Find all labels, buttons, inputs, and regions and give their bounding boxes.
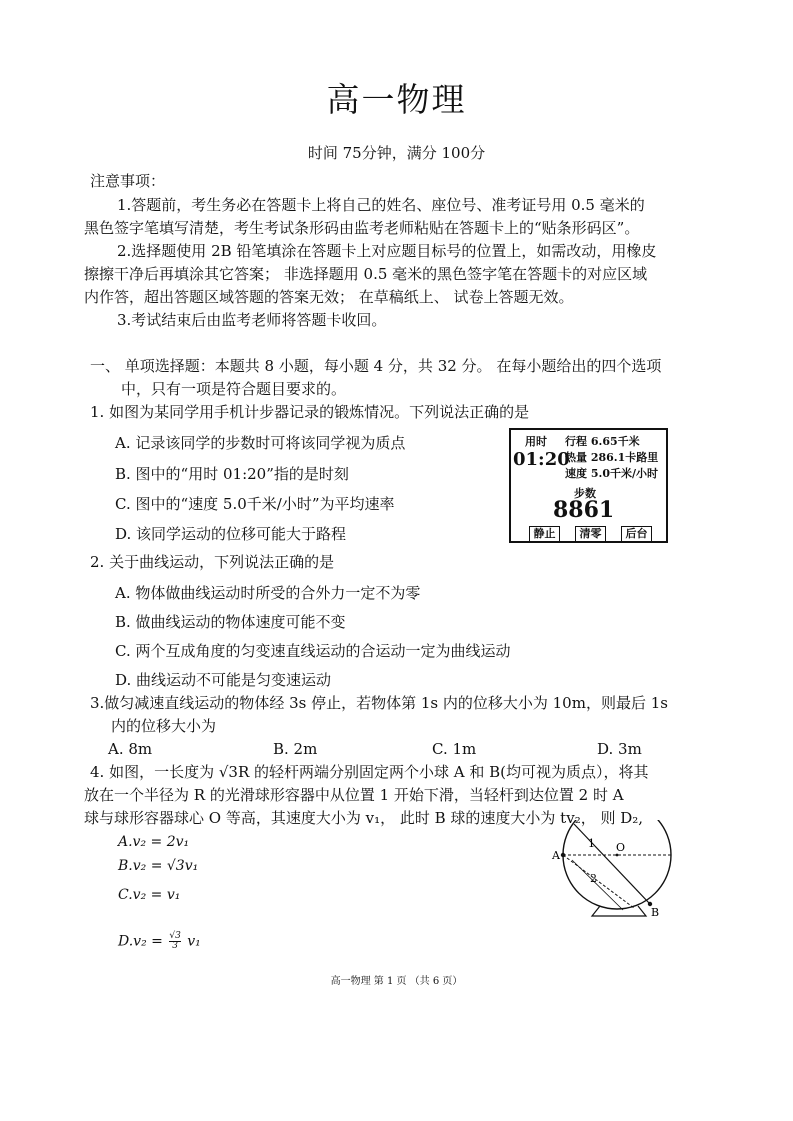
notice-line: 3.考试结束后由监考老师将答题卡收回。 bbox=[117, 311, 387, 329]
fraction-denominator: 3 bbox=[172, 941, 178, 951]
option-c: C. 两个互成角度的匀变速直线运动的合运动一定为曲线运动 bbox=[115, 642, 511, 660]
option-d: D. 该同学运动的位移可能大于路程 bbox=[115, 525, 347, 543]
label-b: B bbox=[651, 906, 660, 919]
calories-readout: 热量 286.1卡路里 bbox=[565, 451, 659, 464]
option-b: B. 2m bbox=[273, 740, 318, 758]
notice-line: 2.选择题使用 2B 铅笔填涂在答题卡上对应题目标号的位置上，如需改动，用橡皮 bbox=[117, 242, 657, 260]
notice-line: 擦擦干净后再填涂其它答案； 非选择题用 0.5 毫米的黑色签字笔在答题卡的对应区域 bbox=[84, 265, 648, 283]
notice-heading: 注意事项： bbox=[90, 172, 166, 190]
option-d-suffix: v₁ bbox=[187, 933, 201, 950]
speed-readout: 速度 5.0千米/小时 bbox=[565, 467, 658, 480]
page-title: 高一物理 bbox=[326, 80, 467, 119]
notice-line: 内作答，超出答题区域答题的答案无效； 在草稿纸上、 试卷上答题无效。 bbox=[84, 288, 574, 306]
time-label: 用时 bbox=[525, 435, 547, 448]
option-d bbox=[118, 932, 201, 951]
option-a: A. 物体做曲线运动时所受的合外力一定不为零 bbox=[115, 584, 421, 602]
section-heading: 一、 单项选择题：本题共 8 小题，每小题 4 分，共 32 分。 在每小题给出的四个选项 bbox=[90, 357, 662, 375]
pause-button: 静止 bbox=[529, 526, 560, 542]
option-c: C. 1m bbox=[432, 740, 477, 758]
question-stem: 内的位移大小为 bbox=[111, 717, 217, 735]
label-position-2: 2 bbox=[590, 872, 597, 885]
page-footer: 高一物理 第 1 页 （共 6 页） bbox=[330, 976, 463, 987]
reset-button: 清零 bbox=[575, 526, 606, 542]
option-d-prefix: D.v₂ = bbox=[118, 933, 163, 950]
label-position-1: 1 bbox=[588, 837, 595, 850]
fraction-numerator: √3 bbox=[169, 931, 181, 941]
question-stem: 2. 关于曲线运动，下列说法正确的是 bbox=[90, 553, 335, 571]
option-a: A. 8m bbox=[108, 740, 153, 758]
option-c: C.v₂ = v₁ bbox=[118, 887, 181, 903]
container-base bbox=[592, 906, 646, 916]
question-stem: 3.做匀减速直线运动的物体经 3s 停止，若物体第 1s 内的位移大小为 10m，则最后 1s bbox=[90, 694, 668, 712]
option-c: C. 图中的“速度 5.0千米/小时”为平均速率 bbox=[115, 495, 395, 513]
section-heading: 中，只有一项是符合题目要求的。 bbox=[121, 380, 347, 398]
option-b: B.v₂ = √3v₁ bbox=[118, 858, 199, 874]
label-a: A bbox=[552, 849, 560, 862]
fraction bbox=[169, 932, 180, 951]
option-d: D. 曲线运动不可能是匀变速运动 bbox=[115, 671, 332, 689]
ball-a bbox=[561, 853, 565, 857]
pedometer-figure bbox=[509, 428, 668, 543]
time-value: 01:20 bbox=[513, 449, 570, 470]
background-button: 后台 bbox=[621, 526, 652, 542]
rod-position-2 bbox=[563, 855, 634, 908]
option-d: D. 3m bbox=[597, 740, 642, 758]
question-stem: 球与球形容器球心 O 等高，其速度大小为 v₁， 此时 B 球的速度大小为 tv₂， 则 D₂, bbox=[84, 809, 644, 827]
option-a: A. 记录该同学的步数时可将该同学视为质点 bbox=[115, 434, 406, 452]
distance-readout: 行程 6.65千米 bbox=[565, 435, 640, 448]
steps-value: 8861 bbox=[553, 497, 615, 523]
notice-line: 黑色签字笔填写清楚，考生考试条形码由监考老师粘贴在答题卡上的“贴条形码区”。 bbox=[84, 219, 640, 237]
exam-info: 时间 75分钟，满分 100分 bbox=[307, 144, 486, 162]
sphere-center bbox=[616, 854, 619, 857]
notice-line: 1.答题前，考生务必在答题卡上将自己的姓名、座位号、准考证号用 0.5 毫米的 bbox=[117, 196, 645, 214]
option-b: B. 图中的“用时 01:20”指的是时刻 bbox=[115, 465, 349, 483]
question-stem: 1. 如图为某同学用手机计步器记录的锻炼情况。下列说法正确的是 bbox=[90, 403, 530, 421]
option-a: A.v₂ = 2v₁ bbox=[118, 834, 190, 850]
label-o: O bbox=[616, 841, 626, 854]
steps-label: 步数 bbox=[574, 487, 596, 500]
question-stem: 4. 如图，一长度为 √3R 的轻杆两端分别固定两个小球 A 和 B(均可视为质点），将其 bbox=[90, 763, 649, 781]
sphere-figure bbox=[548, 820, 678, 922]
question-stem: 放在一个半径为 R 的光滑球形容器中从位置 1 开始下滑，当轻杆到达位置 2 时 A bbox=[84, 786, 624, 804]
option-b: B. 做曲线运动的物体速度可能不变 bbox=[115, 613, 346, 631]
